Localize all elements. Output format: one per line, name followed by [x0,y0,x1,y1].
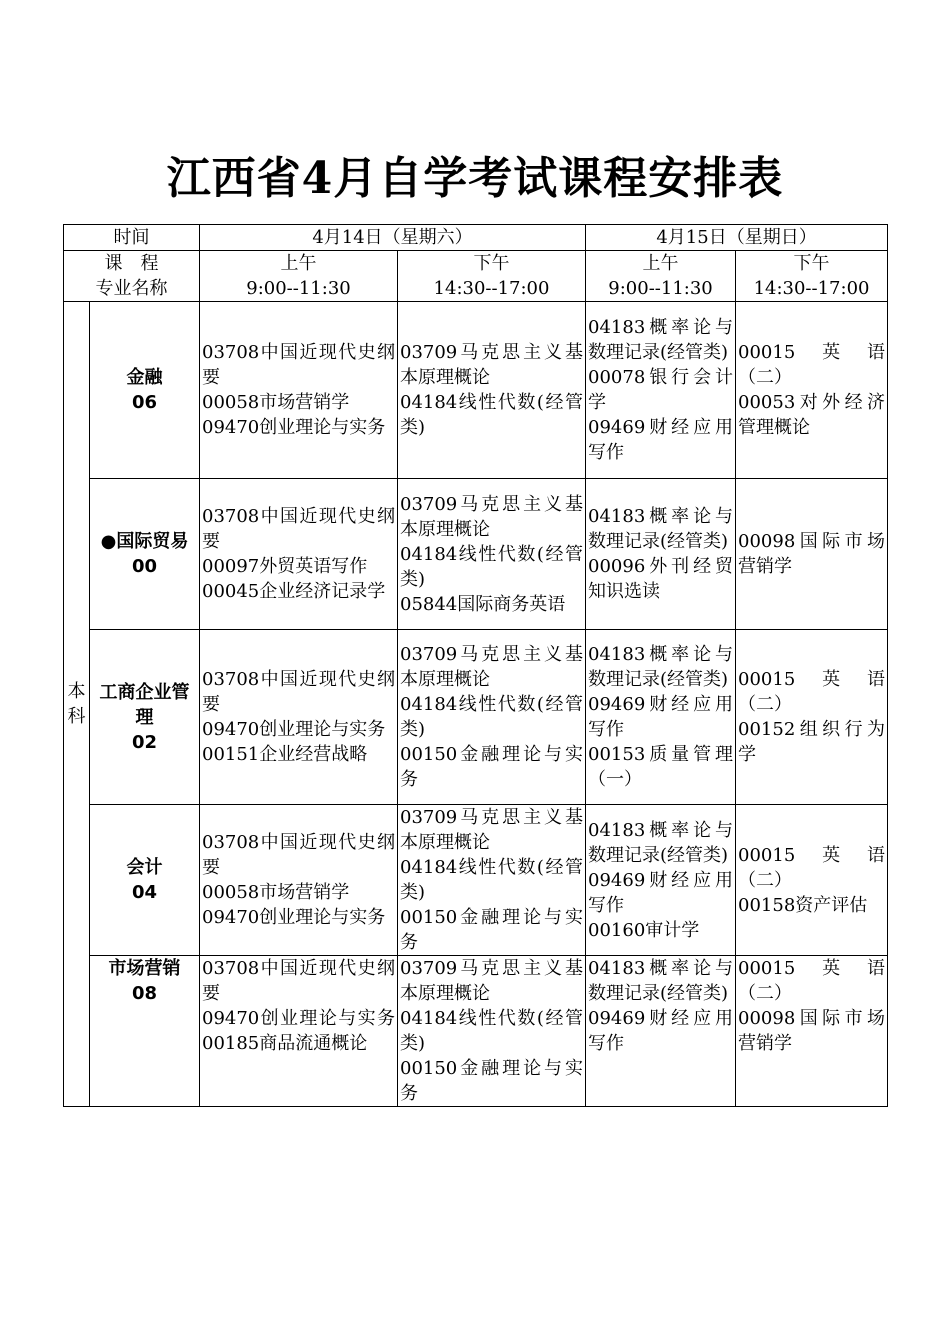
major-name: ●国际贸易 [100,531,189,552]
course-item: 03708中国近现代史纲要 [202,832,395,878]
course-item: 04183概率论与数理记录(经管类) [588,317,734,363]
course-item: 00160审计学 [588,919,700,941]
course-item: 04183概率论与数理记录(经管类) [588,644,734,690]
level-label: 本科 [64,302,90,1107]
course-item: 03709马克思主义基本原理概论 [400,958,584,1004]
day2-pm-courses [736,479,888,630]
course-item: 09470创业理论与实务 [202,719,386,740]
day2-am-courses [586,630,736,805]
day1-pm-courses [398,956,586,1107]
course-item: 04183概率论与数理记录(经管类) [588,958,734,1004]
major-cell [90,805,200,956]
day2-pm-courses [736,956,888,1107]
course-item: 00058市场营销学 [202,392,350,413]
time-label: 时间 [64,225,200,251]
course-item: 03709马克思主义基本原理概论 [400,493,584,540]
day1-am-header [200,251,398,302]
day2-am-header [586,251,736,302]
day1-pm-courses [398,630,586,805]
session-label: 上午 [642,253,679,274]
course-item: 00097外贸英语写作 [202,556,368,577]
day1-pm-courses [398,302,586,479]
major-code: 00 [131,556,158,577]
course-major-label [64,251,200,302]
major-cell [90,630,200,805]
day1-am-courses [200,630,398,805]
page-title: 江西省4月自学考试课程安排表 [166,153,784,204]
session-time: 9:00--11:30 [608,278,713,299]
course-item: 00015 英 语（二） [738,342,886,388]
course-item: 03709马克思主义基本原理概论 [400,644,584,690]
session-label: 下午 [793,253,830,274]
day1-header: 4月14日（星期六） [200,225,586,251]
major-cell [90,956,200,1107]
course-item: 00045企业经济记录学 [202,581,386,602]
day1-pm-courses [398,479,586,630]
course-item: 00098国际市场营销学 [738,1008,886,1054]
course-item: 00098国际市场营销学 [738,531,886,577]
course-item: 03708中国近现代史纲要 [202,958,395,1004]
course-label: 课 程 [104,253,159,274]
day2-header: 4月15日（星期日） [586,225,888,251]
course-item: 04184线性代数(经管类) [400,694,584,740]
course-item: 09469财经应用写作 [588,417,734,463]
major-name: 工商企业管理 [99,681,190,728]
day1-am-courses [200,479,398,630]
course-item: 00153质量管理（一） [588,744,734,790]
course-item: 04184线性代数(经管类) [400,543,584,590]
course-item: 09469财经应用写作 [588,1008,734,1054]
course-item: 03708中国近现代史纲要 [202,342,395,388]
day2-am-courses [586,805,736,956]
course-item: 00096外刊经贸知识选读 [588,556,734,602]
table-row [64,956,888,1107]
day1-am-courses [200,805,398,956]
course-item: 00151企业经营战略 [202,744,368,765]
course-item: 00158资产评估 [738,894,868,916]
day2-am-courses [586,956,736,1107]
table-row [64,630,888,805]
course-item: 03709马克思主义基本原理概论 [400,342,584,388]
major-name: 金融 [126,367,163,388]
session-time: 14:30--17:00 [753,278,870,299]
course-item: 00015 英 语（二） [738,844,886,891]
day2-pm-courses [736,805,888,956]
course-item: 03708中国近现代史纲要 [202,669,395,715]
table-row [64,479,888,630]
course-item: 04184线性代数(经管类) [400,857,584,903]
day1-pm-courses [398,805,586,956]
course-item: 09470创业理论与实务 [202,417,386,438]
course-item: 00150金融理论与实务 [400,744,584,790]
day2-am-courses [586,479,736,630]
course-item: 09470创业理论与实务 [202,907,386,928]
course-item: 00058市场营销学 [202,882,350,903]
course-item: 09470创业理论与实务 00185商品流通概论 [202,1008,395,1054]
header-row-dates [64,225,888,251]
major-code: 06 [131,392,158,413]
exam-schedule-table [63,224,888,1107]
major-name: 会计 [126,857,163,878]
course-item: 00152组织行为学 [738,719,886,765]
session-time: 14:30--17:00 [433,278,550,299]
course-item: 04184线性代数(经管类) [400,1008,584,1054]
major-code: 02 [131,731,158,753]
major-code: 08 [131,983,158,1004]
course-item: 00015 英 语（二） [738,958,886,1004]
course-item: 04184线性代数(经管类) [400,392,584,438]
session-time: 9:00--11:30 [246,278,351,299]
course-item: 03708中国近现代史纲要 [202,506,395,552]
day1-am-courses [200,302,398,479]
day2-pm-courses [736,302,888,479]
session-label: 下午 [473,253,510,274]
course-item: 00150金融理论与实务 [400,907,584,953]
major-cell [90,302,200,479]
session-label: 上午 [280,253,317,274]
header-row-sessions [64,251,888,302]
course-item: 00015 英 语（二） [738,669,886,715]
day2-pm-header [736,251,888,302]
course-item: 00053对外经济管理概论 [738,392,886,438]
course-item: 00078银行会计学 [588,367,734,413]
major-cell [90,479,200,630]
major-code: 04 [131,882,158,903]
course-item: 09469财经应用写作 [588,694,734,740]
course-item: 04183概率论与数理记录(经管类) [588,819,734,866]
table-row [64,805,888,956]
course-item: 05844国际商务英语 [400,593,566,615]
course-item: 09469财经应用写作 [588,869,734,916]
day1-am-courses [200,956,398,1107]
day2-am-courses [586,302,736,479]
course-item: 03709马克思主义基本原理概论 [400,807,584,853]
day2-pm-courses [736,630,888,805]
major-label: 专业名称 [95,278,168,299]
course-item: 00150金融理论与实务 [400,1058,584,1104]
day1-pm-header [398,251,586,302]
table-row [64,302,888,479]
course-item: 04183概率论与数理记录(经管类) [588,506,734,552]
major-name: 市场营销 [108,958,181,979]
